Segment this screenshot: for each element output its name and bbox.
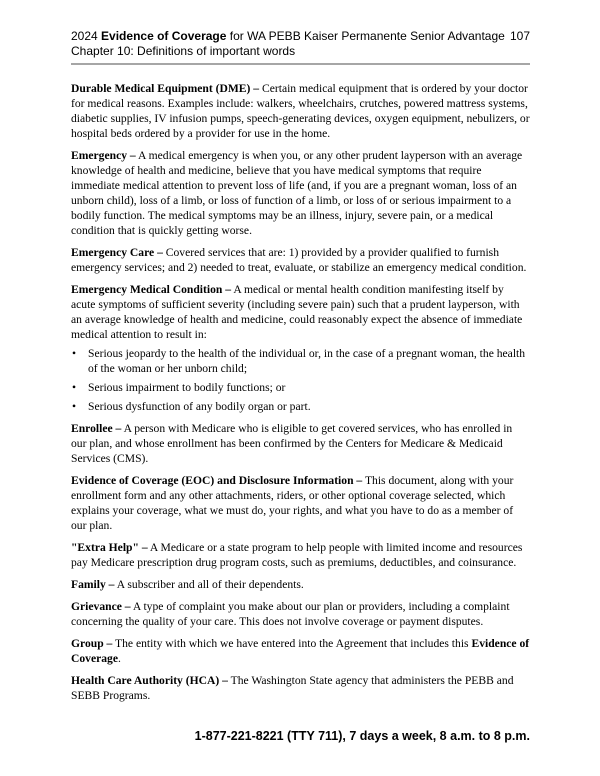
list-item: [71, 380, 530, 395]
definition-group: [71, 636, 530, 666]
header-doc-title: Evidence of Coverage: [101, 29, 227, 43]
definition-group-text: The entity with which we have entered into the Agreement that includes this: [115, 637, 469, 650]
footer-contact: 1-877-221-8221 (TTY 711), 7 days a week, 8 a.m. to 8 p.m.: [194, 729, 530, 743]
bullet-text: Serious jeopardy to the health of the individual or, in the case of a pregnant woman, the health of the woman or her unborn child;: [88, 347, 526, 375]
list-item: [71, 399, 530, 414]
term-extra-help: "Extra Help" –: [71, 541, 148, 554]
term-dme: Durable Medical Equipment (DME) –: [71, 82, 260, 95]
definition-extra-help: [71, 540, 530, 570]
term-grievance: Grievance –: [71, 600, 131, 613]
page-header: [71, 29, 530, 59]
bullet-icon: •: [72, 381, 77, 394]
term-emergency: Emergency –: [71, 149, 136, 162]
bullet-icon: •: [72, 347, 77, 360]
header-title-line: [71, 29, 530, 44]
definition-emergency-care: [71, 245, 530, 275]
term-enrollee: Enrollee –: [71, 422, 122, 435]
definitions-content: [71, 81, 530, 710]
list-item: [71, 346, 530, 376]
definition-dme: [71, 81, 530, 141]
definition-emergency-text: A medical emergency is when you, or any other prudent layperson with an average knowledge of health and medicine, believe that you have medical symptoms that require immediate medical attention to prevent loss of life (and, if you are a pregnant woman, loss of an unborn child), loss of a limb, or loss of function of a limb, or loss of or serious impairment to a bodily function. The medical symptoms may be an illness, injury, severe pain, or a medical condition that is quickly getting worse.: [71, 149, 523, 237]
term-eoc: Evidence of Coverage (EOC) and Disclosure Information –: [71, 474, 363, 487]
header-divider: [71, 63, 530, 65]
definition-family-text: A subscriber and all of their dependents.: [116, 578, 304, 591]
definition-enrollee-text: A person with Medicare who is eligible to get covered services, who has enrolled in our plan, and whose enrollment has been confirmed by the Centers for Medicare & Medicaid Services (CMS).: [71, 422, 513, 465]
header-year: 2024: [71, 29, 98, 43]
bullet-text: Serious dysfunction of any bodily organ or part.: [88, 400, 311, 413]
definition-emergency: [71, 148, 530, 238]
definition-group-ref: Evidence of Coverage: [71, 637, 530, 665]
header-plan-name: for WA PEBB Kaiser Permanente Senior Advantage: [229, 29, 505, 43]
definition-eoc-text: This document, along with your enrollment form and any other attachments, riders, or other optional coverage selected, which explains your coverage, what we must do, your rights, and what you have to do as a member of our plan.: [71, 474, 514, 532]
definition-grievance-text: A type of complaint you make about our plan or providers, including a complaint concerning the quality of your care. This does not involve coverage or payment disputes.: [71, 600, 510, 628]
term-emergency-care: Emergency Care –: [71, 246, 163, 259]
bullet-icon: •: [72, 400, 77, 413]
definition-dme-text: Certain medical equipment that is ordered by your doctor for medical reasons. Examples include: walkers, wheelchairs, crutches, powered mattress systems, diabetic supplies, IV infusion pumps, speech-generating devices, oxygen equipment, nebulizers, or hospital beds ordered by a provider for use in the home.: [71, 82, 530, 140]
term-group: Group –: [71, 637, 113, 650]
definition-enrollee: [71, 421, 530, 466]
definition-hca: [71, 673, 530, 703]
definition-hca-text: The Washington State agency that administers the PEBB and SEBB Programs.: [71, 674, 514, 702]
definition-group-end: .: [118, 652, 121, 665]
term-family: Family –: [71, 578, 115, 591]
definition-extra-help-text: A Medicare or a state program to help people with limited income and resources pay Medicare prescription drug program costs, such as premiums, deductibles, and coinsurance.: [71, 541, 523, 569]
definition-family: [71, 577, 530, 592]
emergency-condition-bullet-list: [71, 346, 530, 414]
term-emergency-condition: Emergency Medical Condition –: [71, 283, 232, 296]
definition-emergency-condition: [71, 282, 530, 342]
definition-grievance: [71, 599, 530, 629]
term-hca: Health Care Authority (HCA) –: [71, 674, 228, 687]
definition-emergency-care-text: Covered services that are: 1) provided by a provider qualified to furnish emergency services; and 2) needed to treat, evaluate, or stabilize an emergency medical condition.: [71, 246, 527, 274]
bullet-text: Serious impairment to bodily functions; or: [88, 381, 286, 394]
header-chapter: Chapter 10: Definitions of important words: [71, 44, 296, 58]
definition-eoc: [71, 473, 530, 533]
page-number: 107: [509, 29, 530, 43]
definition-emergency-condition-text: A medical or mental health condition manifesting itself by acute symptoms of sufficient severity (including severe pain) such that a prudent layperson, with an average knowledge of health and medicine, could reasonably expect the absence of immediate medical attention to result in:: [71, 283, 523, 341]
